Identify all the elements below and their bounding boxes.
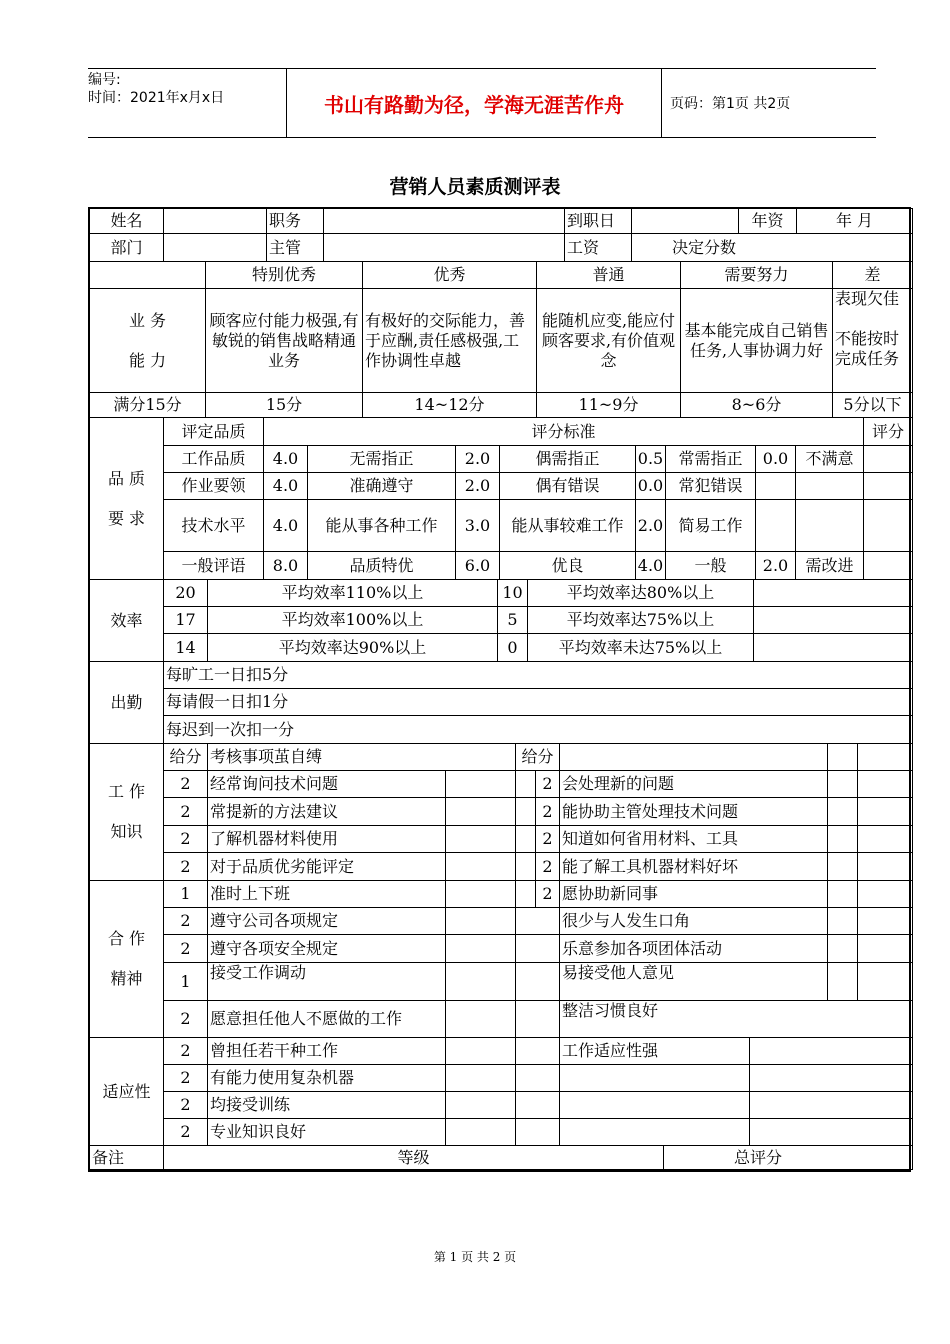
table-cell: 愿协助新同事: [559, 880, 828, 908]
empty-cell: [515, 1000, 560, 1038]
empty-cell: [515, 1091, 560, 1119]
empty-cell: [515, 852, 536, 881]
table-cell: 5分以下: [832, 392, 913, 418]
empty-cell: [827, 907, 858, 935]
empty-cell: [857, 743, 913, 771]
number-label: 编号:: [88, 72, 121, 88]
table-cell: 2: [535, 852, 560, 881]
empty-cell: [795, 472, 864, 500]
empty-cell: [857, 934, 913, 963]
table-cell: 部门: [89, 233, 164, 262]
table-cell: 备注: [89, 1145, 164, 1170]
table-cell: 乐意参加各项团体活动: [559, 934, 828, 963]
empty-cell: [445, 825, 516, 853]
table-cell: 均接受训练: [207, 1091, 446, 1119]
table-cell: 对于品质优劣能评定: [207, 852, 446, 881]
table-cell: 2: [163, 852, 208, 881]
table-cell: 能随机应变,能应付顾客要求,有价值观念: [536, 288, 681, 393]
table-cell: 2: [163, 1000, 208, 1038]
table-cell: 2: [535, 770, 560, 798]
table-cell: 工作品质: [163, 445, 264, 473]
table-cell: 1: [163, 962, 208, 1001]
table-cell: 2: [163, 1118, 208, 1146]
empty-cell: [857, 770, 913, 798]
table-cell: 年资: [738, 208, 797, 234]
empty-cell: [749, 1037, 913, 1065]
empty-cell: [515, 797, 536, 826]
table-cell: 有能力使用复杂机器: [207, 1064, 446, 1092]
table-cell: 偶有错误: [499, 472, 636, 500]
empty-cell: [827, 934, 858, 963]
empty-cell: [515, 934, 560, 963]
empty-cell: [445, 907, 516, 935]
empty-cell: [515, 825, 536, 853]
table-cell: 能从事各种工作: [307, 499, 456, 552]
table-cell: 出勤: [89, 661, 164, 744]
table-cell: 能了解工具机器材料好坏: [559, 852, 828, 881]
table-cell: 总评分: [663, 1145, 913, 1170]
table-cell: 15分: [205, 392, 363, 418]
empty-cell: [559, 1064, 750, 1092]
empty-cell: [515, 907, 560, 935]
table-cell: 不满意: [795, 445, 864, 473]
table-cell: 品 质 要 求: [89, 417, 164, 580]
table-cell: 满分15分: [89, 392, 206, 418]
table-cell: 主管: [266, 233, 324, 262]
table-cell: 特别优秀: [205, 261, 363, 289]
empty-cell: [445, 1037, 516, 1065]
table-cell: 评分: [863, 417, 913, 446]
table-cell: 有极好的交际能力，善于应酬,责任感极强,工作协调性卓越: [362, 288, 537, 393]
evaluation-table: [88, 207, 911, 1172]
empty-cell: [827, 825, 858, 853]
table-cell: 准确遵守: [307, 472, 456, 500]
table-cell: 11~9分: [536, 392, 681, 418]
table-cell: 年 月: [796, 208, 913, 234]
table-cell: 知道如何省用材料、工具: [559, 825, 828, 853]
table-cell: 遵守各项安全规定: [207, 934, 446, 963]
page-title: 营销人员素质测评表: [389, 176, 561, 198]
table-cell: 评分标准: [263, 417, 864, 446]
empty-cell: [445, 1118, 516, 1146]
table-cell: 等级: [163, 1145, 664, 1170]
table-cell: 每迟到一次扣一分: [163, 715, 913, 744]
table-cell: 需改进: [795, 551, 864, 580]
empty-cell: [795, 499, 864, 552]
table-cell: 2.0: [635, 499, 666, 552]
table-cell: 2.0: [755, 551, 796, 580]
empty-cell: [163, 208, 267, 234]
table-cell: 易接受他人意见: [559, 962, 828, 1001]
empty-cell: [515, 880, 536, 908]
table-cell: 适应性: [89, 1037, 164, 1146]
table-cell: 需要努力: [680, 261, 833, 289]
table-cell: 2: [163, 907, 208, 935]
table-cell: 优良: [499, 551, 636, 580]
empty-cell: [515, 962, 560, 1001]
table-cell: 愿意担任他人不愿做的工作: [207, 1000, 446, 1038]
table-cell: 遵守公司各项规定: [207, 907, 446, 935]
table-cell: 表现欠佳 不能按时完成任务: [832, 288, 913, 393]
empty-cell: [515, 1118, 560, 1146]
table-cell: 工作适应性强: [559, 1037, 750, 1065]
table-cell: 整洁习惯良好: [559, 1000, 913, 1038]
table-cell: 每请假一日扣1分: [163, 688, 913, 716]
empty-cell: [755, 472, 796, 500]
empty-cell: [323, 233, 565, 262]
table-cell: 能协助主管处理技术问题: [559, 797, 828, 826]
empty-cell: [749, 1064, 913, 1092]
empty-cell: [753, 579, 913, 607]
empty-cell: [827, 880, 858, 908]
table-cell: 一般: [665, 551, 756, 580]
table-cell: 经常询问技术问题: [207, 770, 446, 798]
empty-cell: [445, 1064, 516, 1092]
table-cell: 3.0: [455, 499, 500, 552]
table-cell: 职务: [266, 208, 324, 234]
table-cell: 曾担任若干种工作: [207, 1037, 446, 1065]
empty-cell: [445, 770, 516, 798]
empty-cell: [857, 962, 913, 1001]
table-cell: 工资: [564, 233, 632, 262]
empty-cell: [863, 551, 913, 580]
table-cell: 0.0: [755, 445, 796, 473]
empty-cell: [515, 1037, 560, 1065]
table-cell: 14~12分: [362, 392, 537, 418]
table-cell: 4.0: [263, 445, 308, 473]
table-cell: 姓名: [89, 208, 164, 234]
table-cell: 10: [497, 579, 528, 607]
empty-cell: [445, 962, 516, 1001]
table-cell: 17: [163, 606, 208, 634]
table-cell: 平均效率达75%以上: [527, 606, 754, 634]
table-cell: 准时上下班: [207, 880, 446, 908]
table-cell: 常需指正: [665, 445, 756, 473]
table-cell: 平均效率达90%以上: [207, 633, 498, 662]
table-cell: 2: [163, 934, 208, 963]
table-cell: 到职日: [564, 208, 632, 234]
table-cell: 效率: [89, 579, 164, 662]
empty-cell: [857, 880, 913, 908]
table-cell: 业 务 能 力: [89, 288, 206, 393]
table-cell: 会处理新的问题: [559, 770, 828, 798]
table-cell: 工 作 知识: [89, 743, 164, 881]
empty-cell: [559, 1118, 750, 1146]
table-cell: 8.0: [263, 551, 308, 580]
empty-cell: [515, 770, 536, 798]
page-label: 页码：第1页 共2页: [670, 96, 791, 112]
table-cell: 平均效率未达75%以上: [527, 633, 754, 662]
slogan: 书山有路勤为径，学海无涯苦作舟: [286, 69, 662, 137]
empty-cell: [515, 1064, 560, 1092]
table-cell: 2.0: [455, 445, 500, 473]
table-cell: 评定品质: [163, 417, 264, 446]
table-cell: 2: [163, 1064, 208, 1092]
table-cell: 每旷工一日扣5分: [163, 661, 913, 689]
page-header: [88, 68, 876, 138]
empty-cell: [857, 907, 913, 935]
table-cell: 4.0: [263, 499, 308, 552]
empty-cell: [857, 825, 913, 853]
table-cell: 2: [163, 1091, 208, 1119]
empty-cell: [163, 233, 267, 262]
table-cell: 决定分数: [631, 233, 913, 262]
table-cell: 专业知识良好: [207, 1118, 446, 1146]
table-cell: 0: [497, 633, 528, 662]
table-cell: 基本能完成自己销售任务,人事协调力好: [680, 288, 833, 393]
table-cell: 1: [163, 880, 208, 908]
empty-cell: [857, 852, 913, 881]
empty-cell: [445, 934, 516, 963]
empty-cell: [755, 499, 796, 552]
table-cell: 了解机器材料使用: [207, 825, 446, 853]
empty-cell: [827, 770, 858, 798]
empty-cell: [827, 743, 858, 771]
table-cell: 考核事项茧自缚: [207, 743, 516, 771]
table-cell: 2: [163, 770, 208, 798]
table-cell: 平均效率110%以上: [207, 579, 498, 607]
table-cell: 品质特优: [307, 551, 456, 580]
empty-cell: [827, 962, 858, 1001]
empty-cell: [445, 1091, 516, 1119]
table-cell: 普通: [536, 261, 681, 289]
empty-cell: [863, 499, 913, 552]
header-meta: [88, 69, 286, 139]
empty-cell: [89, 261, 206, 289]
empty-cell: [749, 1118, 913, 1146]
table-cell: 一般评语: [163, 551, 264, 580]
table-cell: 5: [497, 606, 528, 634]
table-cell: 0.0: [635, 472, 666, 500]
table-cell: 作业要领: [163, 472, 264, 500]
table-cell: 合 作 精神: [89, 880, 164, 1038]
table-cell: 2: [163, 797, 208, 826]
table-cell: 2: [535, 880, 560, 908]
table-cell: 0.5: [635, 445, 666, 473]
table-cell: 顾客应付能力极强,有敏锐的销售战略精通业务: [205, 288, 363, 393]
table-cell: 常犯错误: [665, 472, 756, 500]
table-cell: 无需指正: [307, 445, 456, 473]
table-cell: 接受工作调动: [207, 962, 446, 1001]
table-cell: 能从事较难工作: [499, 499, 636, 552]
empty-cell: [323, 208, 565, 234]
page-footer: 第 1 页 共 2 页: [433, 1250, 517, 1264]
table-cell: 平均效率达80%以上: [527, 579, 754, 607]
table-cell: 常提新的方法建议: [207, 797, 446, 826]
table-cell: 平均效率100%以上: [207, 606, 498, 634]
table-cell: 4.0: [635, 551, 666, 580]
table-cell: 偶需指正: [499, 445, 636, 473]
table-cell: 优秀: [362, 261, 537, 289]
empty-cell: [445, 797, 516, 826]
empty-cell: [445, 880, 516, 908]
table-cell: 2: [163, 1037, 208, 1065]
table-cell: 简易工作: [665, 499, 756, 552]
time-label: 时间：2021年x月x日: [88, 90, 225, 106]
empty-cell: [863, 445, 913, 473]
table-cell: 2.0: [455, 472, 500, 500]
empty-cell: [749, 1091, 913, 1119]
table-cell: 给分: [515, 743, 560, 771]
empty-cell: [753, 633, 913, 662]
table-cell: 20: [163, 579, 208, 607]
table-cell: 6.0: [455, 551, 500, 580]
table-cell: 2: [535, 825, 560, 853]
table-cell: 14: [163, 633, 208, 662]
table-cell: 技术水平: [163, 499, 264, 552]
empty-cell: [827, 797, 858, 826]
empty-cell: [631, 208, 739, 234]
empty-cell: [753, 606, 913, 634]
empty-cell: [559, 1091, 750, 1119]
empty-cell: [857, 797, 913, 826]
table-cell: 2: [163, 825, 208, 853]
table-cell: 8~6分: [680, 392, 833, 418]
empty-cell: [445, 852, 516, 881]
empty-cell: [827, 852, 858, 881]
table-cell: 2: [535, 797, 560, 826]
empty-cell: [445, 1000, 516, 1038]
table-cell: 4.0: [263, 472, 308, 500]
table-cell: 很少与人发生口角: [559, 907, 828, 935]
table-cell: 差: [832, 261, 913, 289]
empty-cell: [863, 472, 913, 500]
empty-cell: [559, 743, 828, 771]
table-cell: 给分: [163, 743, 208, 771]
